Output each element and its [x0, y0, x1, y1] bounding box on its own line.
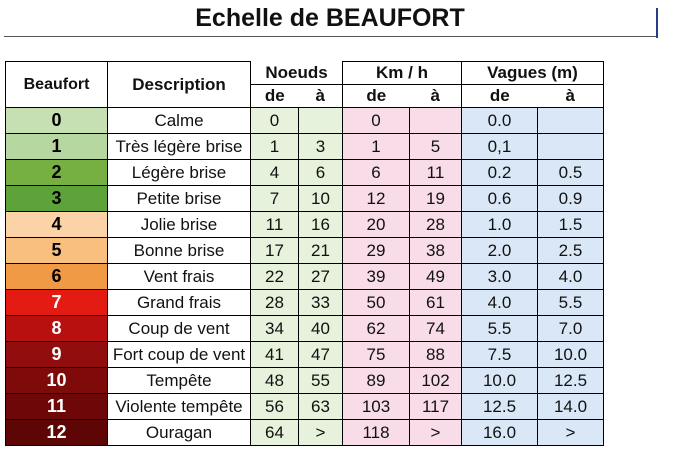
description-cell: Ouragan [108, 420, 251, 446]
table-row [6, 368, 604, 394]
knots-from-cell: 11 [251, 212, 299, 238]
waves-from-cell: 0.0 [462, 108, 538, 134]
waves-from-cell: 3.0 [462, 264, 538, 290]
beaufort-force-cell: 5 [6, 238, 108, 264]
title-edge-marker [656, 8, 658, 38]
kmh-from-cell: 12 [343, 186, 410, 212]
waves-to-cell: 10.0 [538, 342, 604, 368]
waves-from-cell: 0,1 [462, 134, 538, 160]
waves-from-cell: 0.6 [462, 186, 538, 212]
waves-from-cell: 12.5 [462, 394, 538, 420]
kmh-to-cell: 49 [410, 264, 462, 290]
header-beaufort: Beaufort [6, 62, 108, 108]
beaufort-force-cell: 1 [6, 134, 108, 160]
header-vagues-a: à [538, 85, 604, 108]
description-cell: Bonne brise [108, 238, 251, 264]
kmh-to-cell: 11 [410, 160, 462, 186]
kmh-to-cell: 61 [410, 290, 462, 316]
knots-from-cell: 56 [251, 394, 299, 420]
knots-to-cell: 40 [299, 316, 343, 342]
beaufort-table [5, 61, 604, 446]
table-row [6, 290, 604, 316]
knots-to-cell: 63 [299, 394, 343, 420]
knots-from-cell: 7 [251, 186, 299, 212]
knots-to-cell: 6 [299, 160, 343, 186]
waves-to-cell: > [538, 420, 604, 446]
header-vagues: Vagues (m) [462, 62, 604, 85]
knots-to-cell: 27 [299, 264, 343, 290]
kmh-to-cell: 38 [410, 238, 462, 264]
beaufort-force-cell: 0 [6, 108, 108, 134]
knots-to-cell: 10 [299, 186, 343, 212]
table-row [6, 264, 604, 290]
waves-to-cell: 2.5 [538, 238, 604, 264]
header-vagues-de: de [462, 85, 538, 108]
description-cell: Grand frais [108, 290, 251, 316]
table-row [6, 186, 604, 212]
description-cell: Tempête [108, 368, 251, 394]
kmh-to-cell [410, 108, 462, 134]
header-noeuds-a: à [299, 85, 343, 108]
knots-from-cell: 28 [251, 290, 299, 316]
waves-from-cell: 16.0 [462, 420, 538, 446]
waves-from-cell: 1.0 [462, 212, 538, 238]
knots-to-cell [299, 108, 343, 134]
waves-from-cell: 0.2 [462, 160, 538, 186]
table-row [6, 134, 604, 160]
waves-to-cell: 0.9 [538, 186, 604, 212]
table-row [6, 342, 604, 368]
table-row [6, 394, 604, 420]
kmh-to-cell: 102 [410, 368, 462, 394]
table-row [6, 238, 604, 264]
kmh-from-cell: 75 [343, 342, 410, 368]
knots-from-cell: 41 [251, 342, 299, 368]
header-kmh-de: de [343, 85, 410, 108]
waves-to-cell: 4.0 [538, 264, 604, 290]
table-row [6, 108, 604, 134]
beaufort-force-cell: 6 [6, 264, 108, 290]
kmh-from-cell: 0 [343, 108, 410, 134]
beaufort-force-cell: 8 [6, 316, 108, 342]
description-cell: Légère brise [108, 160, 251, 186]
description-cell: Violente tempête [108, 394, 251, 420]
table-row [6, 316, 604, 342]
knots-to-cell: > [299, 420, 343, 446]
knots-from-cell: 22 [251, 264, 299, 290]
knots-from-cell: 1 [251, 134, 299, 160]
beaufort-force-cell: 10 [6, 368, 108, 394]
description-cell: Calme [108, 108, 251, 134]
beaufort-force-cell: 11 [6, 394, 108, 420]
beaufort-force-cell: 7 [6, 290, 108, 316]
knots-to-cell: 55 [299, 368, 343, 394]
waves-from-cell: 5.5 [462, 316, 538, 342]
description-cell: Jolie brise [108, 212, 251, 238]
kmh-to-cell: 19 [410, 186, 462, 212]
kmh-from-cell: 39 [343, 264, 410, 290]
waves-to-cell: 0.5 [538, 160, 604, 186]
waves-to-cell [538, 134, 604, 160]
knots-from-cell: 48 [251, 368, 299, 394]
header-description: Description [108, 62, 251, 108]
description-cell: Petite brise [108, 186, 251, 212]
header-noeuds: Noeuds [251, 62, 343, 85]
waves-to-cell: 5.5 [538, 290, 604, 316]
kmh-to-cell: 74 [410, 316, 462, 342]
description-cell: Très légère brise [108, 134, 251, 160]
description-cell: Fort coup de vent [108, 342, 251, 368]
page-title: Echelle de BEAUFORT [195, 4, 465, 32]
knots-to-cell: 47 [299, 342, 343, 368]
waves-to-cell: 7.0 [538, 316, 604, 342]
waves-from-cell: 4.0 [462, 290, 538, 316]
beaufort-force-cell: 12 [6, 420, 108, 446]
beaufort-force-cell: 2 [6, 160, 108, 186]
waves-to-cell: 1.5 [538, 212, 604, 238]
description-cell: Coup de vent [108, 316, 251, 342]
header-noeuds-de: de [251, 85, 299, 108]
kmh-from-cell: 29 [343, 238, 410, 264]
beaufort-force-cell: 4 [6, 212, 108, 238]
waves-from-cell: 10.0 [462, 368, 538, 394]
table-row [6, 420, 604, 446]
knots-from-cell: 34 [251, 316, 299, 342]
kmh-to-cell: 28 [410, 212, 462, 238]
header-kmh: Km / h [343, 62, 462, 85]
waves-from-cell: 7.5 [462, 342, 538, 368]
table-row [6, 212, 604, 238]
knots-from-cell: 64 [251, 420, 299, 446]
title-underline [4, 36, 656, 37]
kmh-from-cell: 103 [343, 394, 410, 420]
waves-from-cell: 2.0 [462, 238, 538, 264]
knots-from-cell: 4 [251, 160, 299, 186]
header-row [6, 62, 604, 85]
kmh-from-cell: 89 [343, 368, 410, 394]
kmh-to-cell: 117 [410, 394, 462, 420]
knots-from-cell: 17 [251, 238, 299, 264]
table-row [6, 160, 604, 186]
kmh-from-cell: 118 [343, 420, 410, 446]
waves-to-cell [538, 108, 604, 134]
knots-from-cell: 0 [251, 108, 299, 134]
knots-to-cell: 21 [299, 238, 343, 264]
knots-to-cell: 16 [299, 212, 343, 238]
description-cell: Vent frais [108, 264, 251, 290]
knots-to-cell: 3 [299, 134, 343, 160]
kmh-from-cell: 1 [343, 134, 410, 160]
beaufort-force-cell: 9 [6, 342, 108, 368]
waves-to-cell: 12.5 [538, 368, 604, 394]
kmh-from-cell: 62 [343, 316, 410, 342]
kmh-from-cell: 6 [343, 160, 410, 186]
kmh-from-cell: 20 [343, 212, 410, 238]
knots-to-cell: 33 [299, 290, 343, 316]
kmh-to-cell: 88 [410, 342, 462, 368]
header-kmh-a: à [410, 85, 462, 108]
kmh-to-cell: 5 [410, 134, 462, 160]
beaufort-force-cell: 3 [6, 186, 108, 212]
waves-to-cell: 14.0 [538, 394, 604, 420]
kmh-to-cell: > [410, 420, 462, 446]
kmh-from-cell: 50 [343, 290, 410, 316]
